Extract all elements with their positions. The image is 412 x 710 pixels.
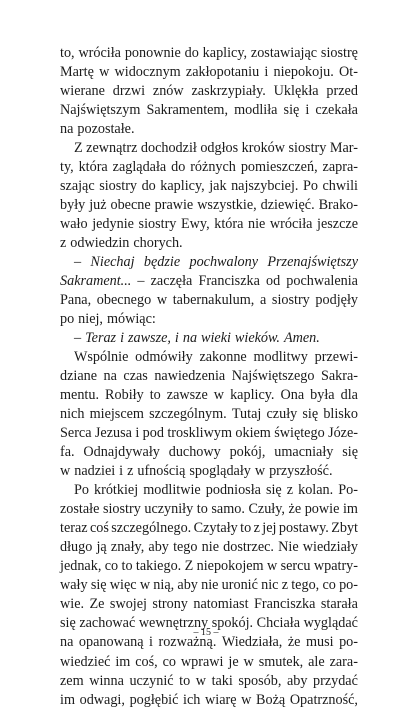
word: ją [96,539,107,556]
word: różnych [190,159,236,176]
word: Po [302,178,318,195]
text-line [60,272,358,291]
word: Po- [338,482,358,499]
word: wie. [60,596,85,613]
word: wróciła [269,216,313,233]
word: i [264,64,269,81]
word: siostry [288,140,327,157]
word: sercu [280,558,311,575]
word: dziewięć. [260,197,315,214]
word: przewi- [314,349,358,366]
word: – [74,254,82,271]
word: chwili [322,178,358,195]
word: umacniały [274,444,334,461]
word: zakłopotaniu [185,64,260,81]
word: odmówiły [135,349,193,366]
word: czuły [266,406,298,423]
word: Martę [60,64,94,81]
word: Amen. [283,330,320,347]
word: Franciszka [198,273,260,290]
word: szczególnym. [149,406,227,423]
word: siostry [271,292,310,309]
word: niepokojem [196,558,264,575]
word: teraz [60,520,88,537]
word: pozostałe. [77,121,135,138]
word: rozważną. [158,634,217,651]
word: w [266,558,278,575]
word: jak [209,178,227,195]
word: czekała [315,102,358,119]
word: zara- [329,653,358,670]
word: pochwalenia [286,273,358,290]
word: po- [339,577,358,594]
word: zawsze, [127,330,171,347]
word: natomiast [193,596,249,613]
word: opanowaną [78,634,144,651]
word: modlitwie [143,482,201,499]
word: Najświętszego [231,368,315,385]
word: Wspólnie [74,349,129,366]
word: co [104,558,119,575]
word: troskliwym [167,425,232,442]
text-line [60,367,358,386]
word: smutek, [258,653,304,670]
word: Najświętszym [60,102,141,119]
word: się [90,577,107,594]
word: a [259,292,267,309]
text-line [60,82,358,101]
word: – [74,330,82,347]
text-line [60,500,358,519]
word: kaplicy, [202,45,248,61]
word: Chciała [256,615,301,632]
word: Ze [89,596,105,613]
text-line [60,253,358,272]
word: modliła [234,102,278,119]
text-line [60,672,358,691]
word: w [139,577,151,594]
word: czas [123,368,148,385]
word: Przenajświętszy [267,254,358,271]
word: wiedziały [302,539,358,556]
word: im [342,501,358,518]
word: dla [340,387,358,404]
word: zaskrzypiały. [191,83,266,100]
text-line [60,291,358,310]
word: wały [60,577,88,594]
text-line [60,310,358,329]
word: znów [152,83,184,100]
word: ich [183,691,201,708]
word: uczynić [129,672,174,689]
word: w [99,64,110,81]
word: i [174,330,179,347]
word: wierane [60,83,105,100]
word: dochodził [140,140,197,157]
word: po- [339,634,358,651]
word: w [243,653,254,670]
word: wróciła [78,45,121,61]
word: która [214,216,244,233]
word: na [60,634,74,651]
word: z [281,577,289,594]
text-line [60,595,358,614]
text-line [60,177,358,196]
word: postawy. [278,520,329,537]
word: z [286,482,294,499]
word: odgłos [200,140,239,157]
word: z [253,520,260,537]
text-line [60,215,358,234]
word: odwagi, [79,691,125,708]
word: nich [60,406,85,423]
word: winna [89,672,124,689]
word: Ewy, [180,216,210,233]
word: Nie [278,539,299,556]
word: zem [60,672,84,689]
word: długo [60,539,93,556]
word: im [60,691,75,708]
word: Ot- [339,64,358,81]
word: wało [60,216,88,233]
word: na [182,330,198,347]
word: dostrzec. [223,539,274,556]
text-line [60,405,358,424]
word: to [240,520,252,537]
text-line [60,196,358,215]
word: jeszcze [317,216,358,233]
word: to [196,501,208,518]
word: niej, [78,311,103,328]
word: przydać [313,672,358,689]
word: będzie [143,254,181,271]
text-line [60,519,358,538]
text-line [60,63,358,82]
word: swojej [109,596,147,613]
word: po [60,311,75,328]
word: wieków. [234,330,280,347]
word: siostry [138,216,177,233]
word: musi [305,634,334,651]
word: kaplicy. [230,387,275,404]
word: zaglądała [112,159,167,176]
word: siostry [99,178,138,195]
word: nawiedzenia [154,368,226,385]
text-line [60,557,358,576]
word: Uklękła [273,83,319,100]
word: najszybciej. [231,178,299,195]
word: nic [261,577,279,594]
word: tego, [291,577,320,594]
word: uronić [221,577,258,594]
word: były [60,197,86,214]
word: pokój, [229,444,266,461]
word: takiego. [135,558,182,575]
word: miejscem [89,406,144,423]
word: pochwalony [189,254,259,271]
word: i [305,102,310,119]
word: Bożą [256,691,286,708]
word: ty, [60,159,74,176]
word: która [78,159,108,176]
word: w [156,292,168,309]
word: ponownie [124,45,181,61]
word: w [241,691,252,708]
word: jej [262,520,277,537]
word: je [228,653,239,670]
text-line [60,576,358,595]
word: nie [247,216,266,233]
word: sposób, [238,672,282,689]
word: Sakra- [320,368,358,385]
word: świętego [274,425,325,442]
text-line [60,158,358,177]
word: się [283,102,300,119]
word: na [60,121,74,138]
word: obecne [110,197,151,214]
word: Pana, [60,292,92,309]
text-line [60,481,358,500]
text-line [60,120,358,139]
word: wpatry- [313,558,358,575]
word: Z [184,558,194,575]
word: że [287,634,301,651]
word: Robiły [105,387,144,404]
word: spoglądały [189,463,251,480]
word: się [60,615,76,632]
word: ufnością [137,463,186,480]
word: siostrę [320,45,358,61]
text-line [60,139,358,158]
word: Sakramentem, [146,102,229,119]
word: to [121,558,133,575]
word: Po [74,482,89,499]
word: zaczęła [150,273,193,290]
word: do [171,159,186,176]
word: zostawiając [250,45,318,61]
word: się [342,444,358,461]
text-line [60,234,358,253]
word: nią, [153,577,175,594]
word: przyszłość. [269,463,333,480]
text-line [60,691,358,710]
text-line [60,329,358,348]
text-line [60,424,358,443]
word: szczególnego. [111,520,192,537]
word: Czuły, [248,501,285,518]
word: w [60,463,71,480]
word: kroków [241,140,286,157]
word: aby [286,672,308,689]
word: Niechaj [90,254,135,271]
word: uczyniły [144,501,194,518]
word: jedynie [92,216,134,233]
word: spokój. [211,615,254,632]
word: blisko [323,406,358,423]
word: że [288,501,302,518]
word: kolan. [298,482,334,499]
word: coś [89,520,109,537]
word: niepokoju. [273,64,334,81]
word: ale [308,653,325,670]
word: Józe- [328,425,358,442]
word: w [213,387,225,404]
word: kaplicy, [160,178,205,195]
word: coś, [135,653,158,670]
word: okiem [235,425,271,442]
text-line [60,538,358,557]
word: znały, [110,539,145,556]
word: i [119,463,124,480]
word: widocznym [114,64,181,81]
word: do [141,178,156,195]
word: taki [211,672,233,689]
word: siostry [102,501,141,518]
word: od [266,273,281,290]
word: i [135,425,140,442]
word: Brako- [318,197,358,214]
word: mówiąc: [106,311,156,328]
word: zewnątrz [86,140,138,157]
word: wiedzieć [60,653,111,670]
word: Czytały [193,520,238,537]
word: Mar- [329,140,358,157]
text-line [60,348,358,367]
word: im [115,653,131,670]
text-line [60,101,358,120]
word: podjęły [315,292,358,309]
word: wprawi [180,653,224,670]
word: już [89,197,107,214]
word: wyglądać [303,615,358,632]
word: Teraz [85,330,117,347]
word: modlitwy [253,349,308,366]
word: nie [201,539,219,556]
word: odwiedzin [70,235,130,252]
text-line [60,443,358,462]
word: Ona [280,387,305,404]
word: chorych. [133,235,183,252]
word: drzwi [112,83,146,100]
word: wewnętrzny [138,615,209,632]
word: tabernakulum, [172,292,255,309]
text-line [60,462,358,481]
text-line [60,386,358,405]
word: się [302,406,319,423]
word: mentu. [60,387,100,404]
word: wieki [201,330,231,347]
word: starała [320,596,358,613]
word: i [120,330,125,347]
word: na [103,368,117,385]
word: do [184,45,199,61]
word: samo. [211,501,245,518]
word: Jezusa [94,425,132,442]
word: dziane [60,368,98,385]
word: zapra- [322,159,358,176]
word: jednak, [60,558,102,575]
word: – [137,273,145,290]
word: to, [60,45,75,61]
word: z [60,235,67,252]
word: nie [201,577,219,594]
word: Z [74,140,83,157]
word: prawie [154,197,194,214]
word: nadziei [74,463,116,480]
word: zostałe [60,501,100,518]
word: szając [60,178,95,195]
word: przed [326,83,358,100]
word: strony [152,596,188,613]
word: duchowy [168,444,221,461]
word: wiarę [205,691,237,708]
word: Serca [60,425,92,442]
word: aby [148,539,169,556]
word: zachować [79,615,136,632]
word: była [310,387,335,404]
word: aby [177,577,198,594]
text-line [60,44,358,63]
word: to [149,387,161,404]
word: podniosła [205,482,261,499]
word: i [149,634,153,651]
word: pod [142,425,164,442]
word: zawsze [166,387,208,404]
word: powie [304,501,340,518]
word: w [195,672,206,689]
word: obecnego [96,292,152,309]
page-number: – 15 – [193,627,219,638]
word: pomieszczeń, [240,159,318,176]
word: Opatrzność, [289,691,358,708]
word: Wiedziała, [221,634,283,651]
word: Zbyt [331,520,358,537]
word: co [162,653,176,670]
text-line [60,653,358,672]
word: to [179,672,191,689]
word: w [254,463,266,480]
word: Franciszka [253,596,316,613]
word: więc [109,577,137,594]
word: wszystkie, [197,197,257,214]
word: Odnajdywały [83,444,160,461]
word: pogłębić [129,691,179,708]
word: się [265,482,282,499]
word: fa. [60,444,75,461]
word: Tutaj [231,406,262,423]
word: Sakrament... [60,273,132,290]
word: co [322,577,336,594]
word: krótkiej [94,482,139,499]
word: zakonne [199,349,247,366]
word: z [127,463,134,480]
body-text [60,44,358,710]
word: tego [173,539,198,556]
